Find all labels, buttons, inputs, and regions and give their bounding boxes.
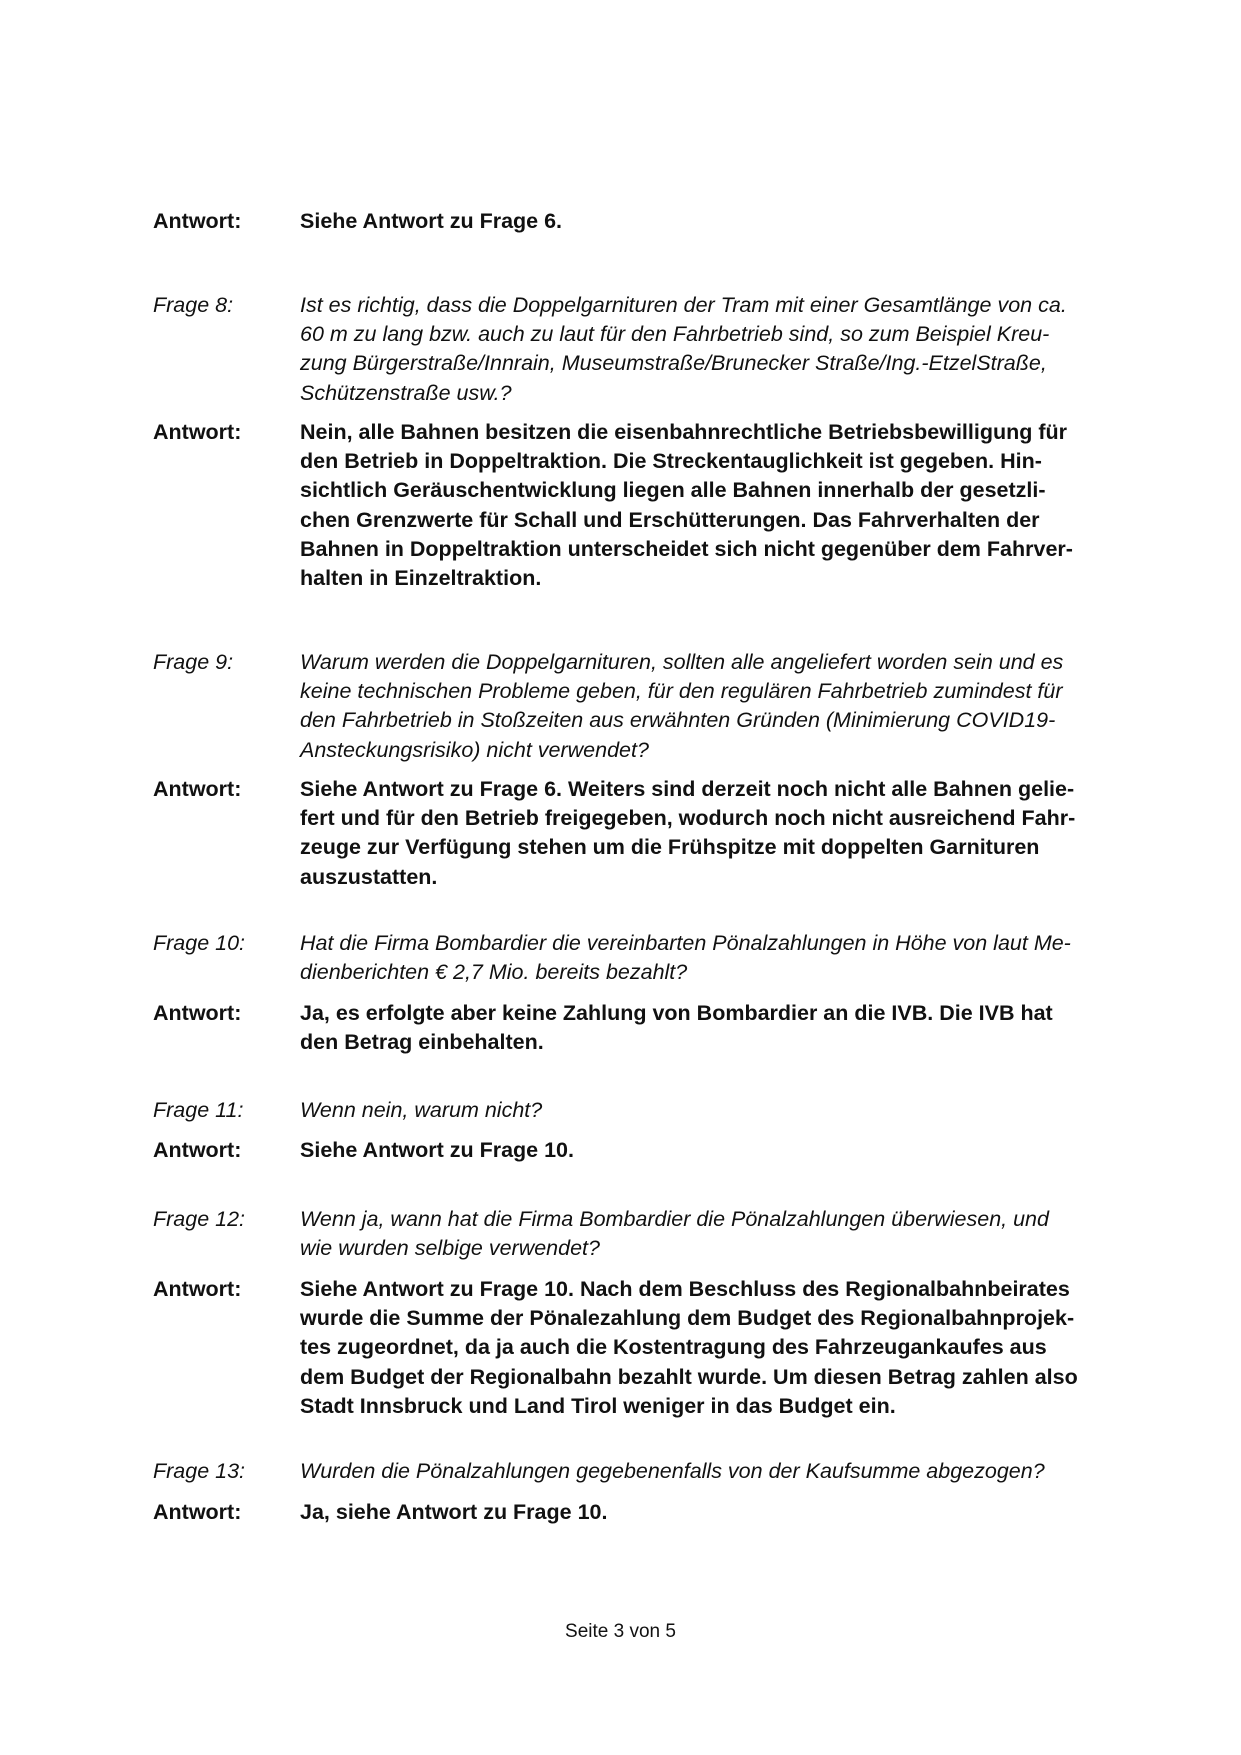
answer-label: Antwort: [153, 1277, 242, 1301]
question-block-12 [153, 1205, 1133, 1263]
answer-text: Ja, es erfolgte aber keine Zahlung von Bombardier an die IVB. Die IVB hat den Betrag einbehalten. [300, 1001, 1053, 1055]
answer-block [153, 1275, 1133, 1421]
question-label: Frage 13: [153, 1459, 246, 1483]
question-block-11 [153, 1096, 1133, 1125]
answer-block [153, 207, 1133, 236]
page-number: Seite 3 von 5 [565, 1621, 676, 1642]
question-block-8 [153, 291, 1133, 408]
answer-label: Antwort: [153, 1500, 242, 1524]
question-label: Frage 11: [153, 1098, 244, 1122]
question-block-10 [153, 929, 1133, 987]
question-label: Frage 9: [153, 650, 234, 674]
answer-text: Ja, siehe Antwort zu Frage 10. [300, 1500, 608, 1524]
answer-text: Siehe Antwort zu Frage 6. [300, 209, 563, 233]
answer-label: Antwort: [153, 1001, 242, 1025]
question-block-9 [153, 648, 1133, 765]
answer-label: Antwort: [153, 1138, 242, 1162]
answer-block [153, 418, 1133, 593]
question-text: Ist es richtig, dass die Doppelgarnituren der Tram mit einer Gesamtlänge von ca. 60 m zu lang bzw. auch zu laut für den Fahrbetrieb sind, so zum Beispiel Kreu- zung Bürgerstraße/Innrain, Museumstraße/Brunecker Straße/Ing.-EtzelStraße, Schützenstraße usw.? [300, 293, 1067, 405]
answer-block [153, 999, 1133, 1057]
question-text: Wenn ja, wann hat die Firma Bombardier die Pönalzahlungen überwiesen, und wie wurden selbige verwendet? [300, 1207, 1049, 1261]
question-label: Frage 8: [153, 293, 234, 317]
answer-text: Siehe Antwort zu Frage 10. Nach dem Beschluss des Regionalbahnbeirates wurde die Summe der Pönalezahlung dem Budget des Regionalbahnprojek- tes zugeordnet, da ja auch die Kostentragung des Fahrzeugankaufes aus dem Budget der Regionalbahn bezahlt wurde. Um diesen Betrag zahlen also Stadt Innsbruck und Land Tirol weniger in das Budget ein. [300, 1277, 1078, 1418]
question-text: Wenn nein, warum nicht? [300, 1098, 543, 1122]
answer-text: Siehe Antwort zu Frage 6. Weiters sind derzeit noch nicht alle Bahnen gelie- fert und für den Betrieb freigegeben, wodurch noch nicht ausreichend Fahr- zeuge zur Verfügung stehen um die Frühspitze mit doppelten Garnituren auszustatten. [300, 777, 1076, 889]
answer-label: Antwort: [153, 209, 242, 233]
question-text: Wurden die Pönalzahlungen gegebenenfalls von der Kaufsumme abgezogen? [300, 1459, 1045, 1483]
answer-block [153, 1136, 1133, 1165]
question-block-13 [153, 1457, 1133, 1486]
answer-label: Antwort: [153, 420, 242, 444]
answer-block [153, 775, 1133, 892]
question-text: Hat die Firma Bombardier die vereinbarten Pönalzahlungen in Höhe von laut Me- dienberichten € 2,7 Mio. bereits bezahlt? [300, 931, 1071, 985]
answer-text: Nein, alle Bahnen besitzen die eisenbahnrechtliche Betriebsbewilligung für den Betrieb in Doppeltraktion. Die Streckentauglichkeit ist gegeben. Hin- sichtlich Geräuschentwicklung liegen alle Bahnen innerhalb der gesetzli- chen Grenzwerte für Schall und Erschütterungen. Das Fahrverhalten der Bahnen in Doppeltraktion unterscheidet sich nicht gegenüber dem Fahrver- halten in Einzeltraktion. [300, 420, 1073, 591]
question-label: Frage 10: [153, 931, 246, 955]
question-label: Frage 12: [153, 1207, 246, 1231]
answer-label: Antwort: [153, 777, 242, 801]
answer-text: Siehe Antwort zu Frage 10. [300, 1138, 574, 1162]
question-text: Warum werden die Doppelgarnituren, sollten alle angeliefert worden sein und es keine technischen Probleme geben, für den regulären Fahrbetrieb zumindest für den Fahrbetrieb in Stoßzeiten aus erwähnten Gründen (Minimierung COVID19- Ansteckungsrisiko) nicht verwendet? [300, 650, 1064, 762]
answer-block [153, 1498, 1133, 1527]
